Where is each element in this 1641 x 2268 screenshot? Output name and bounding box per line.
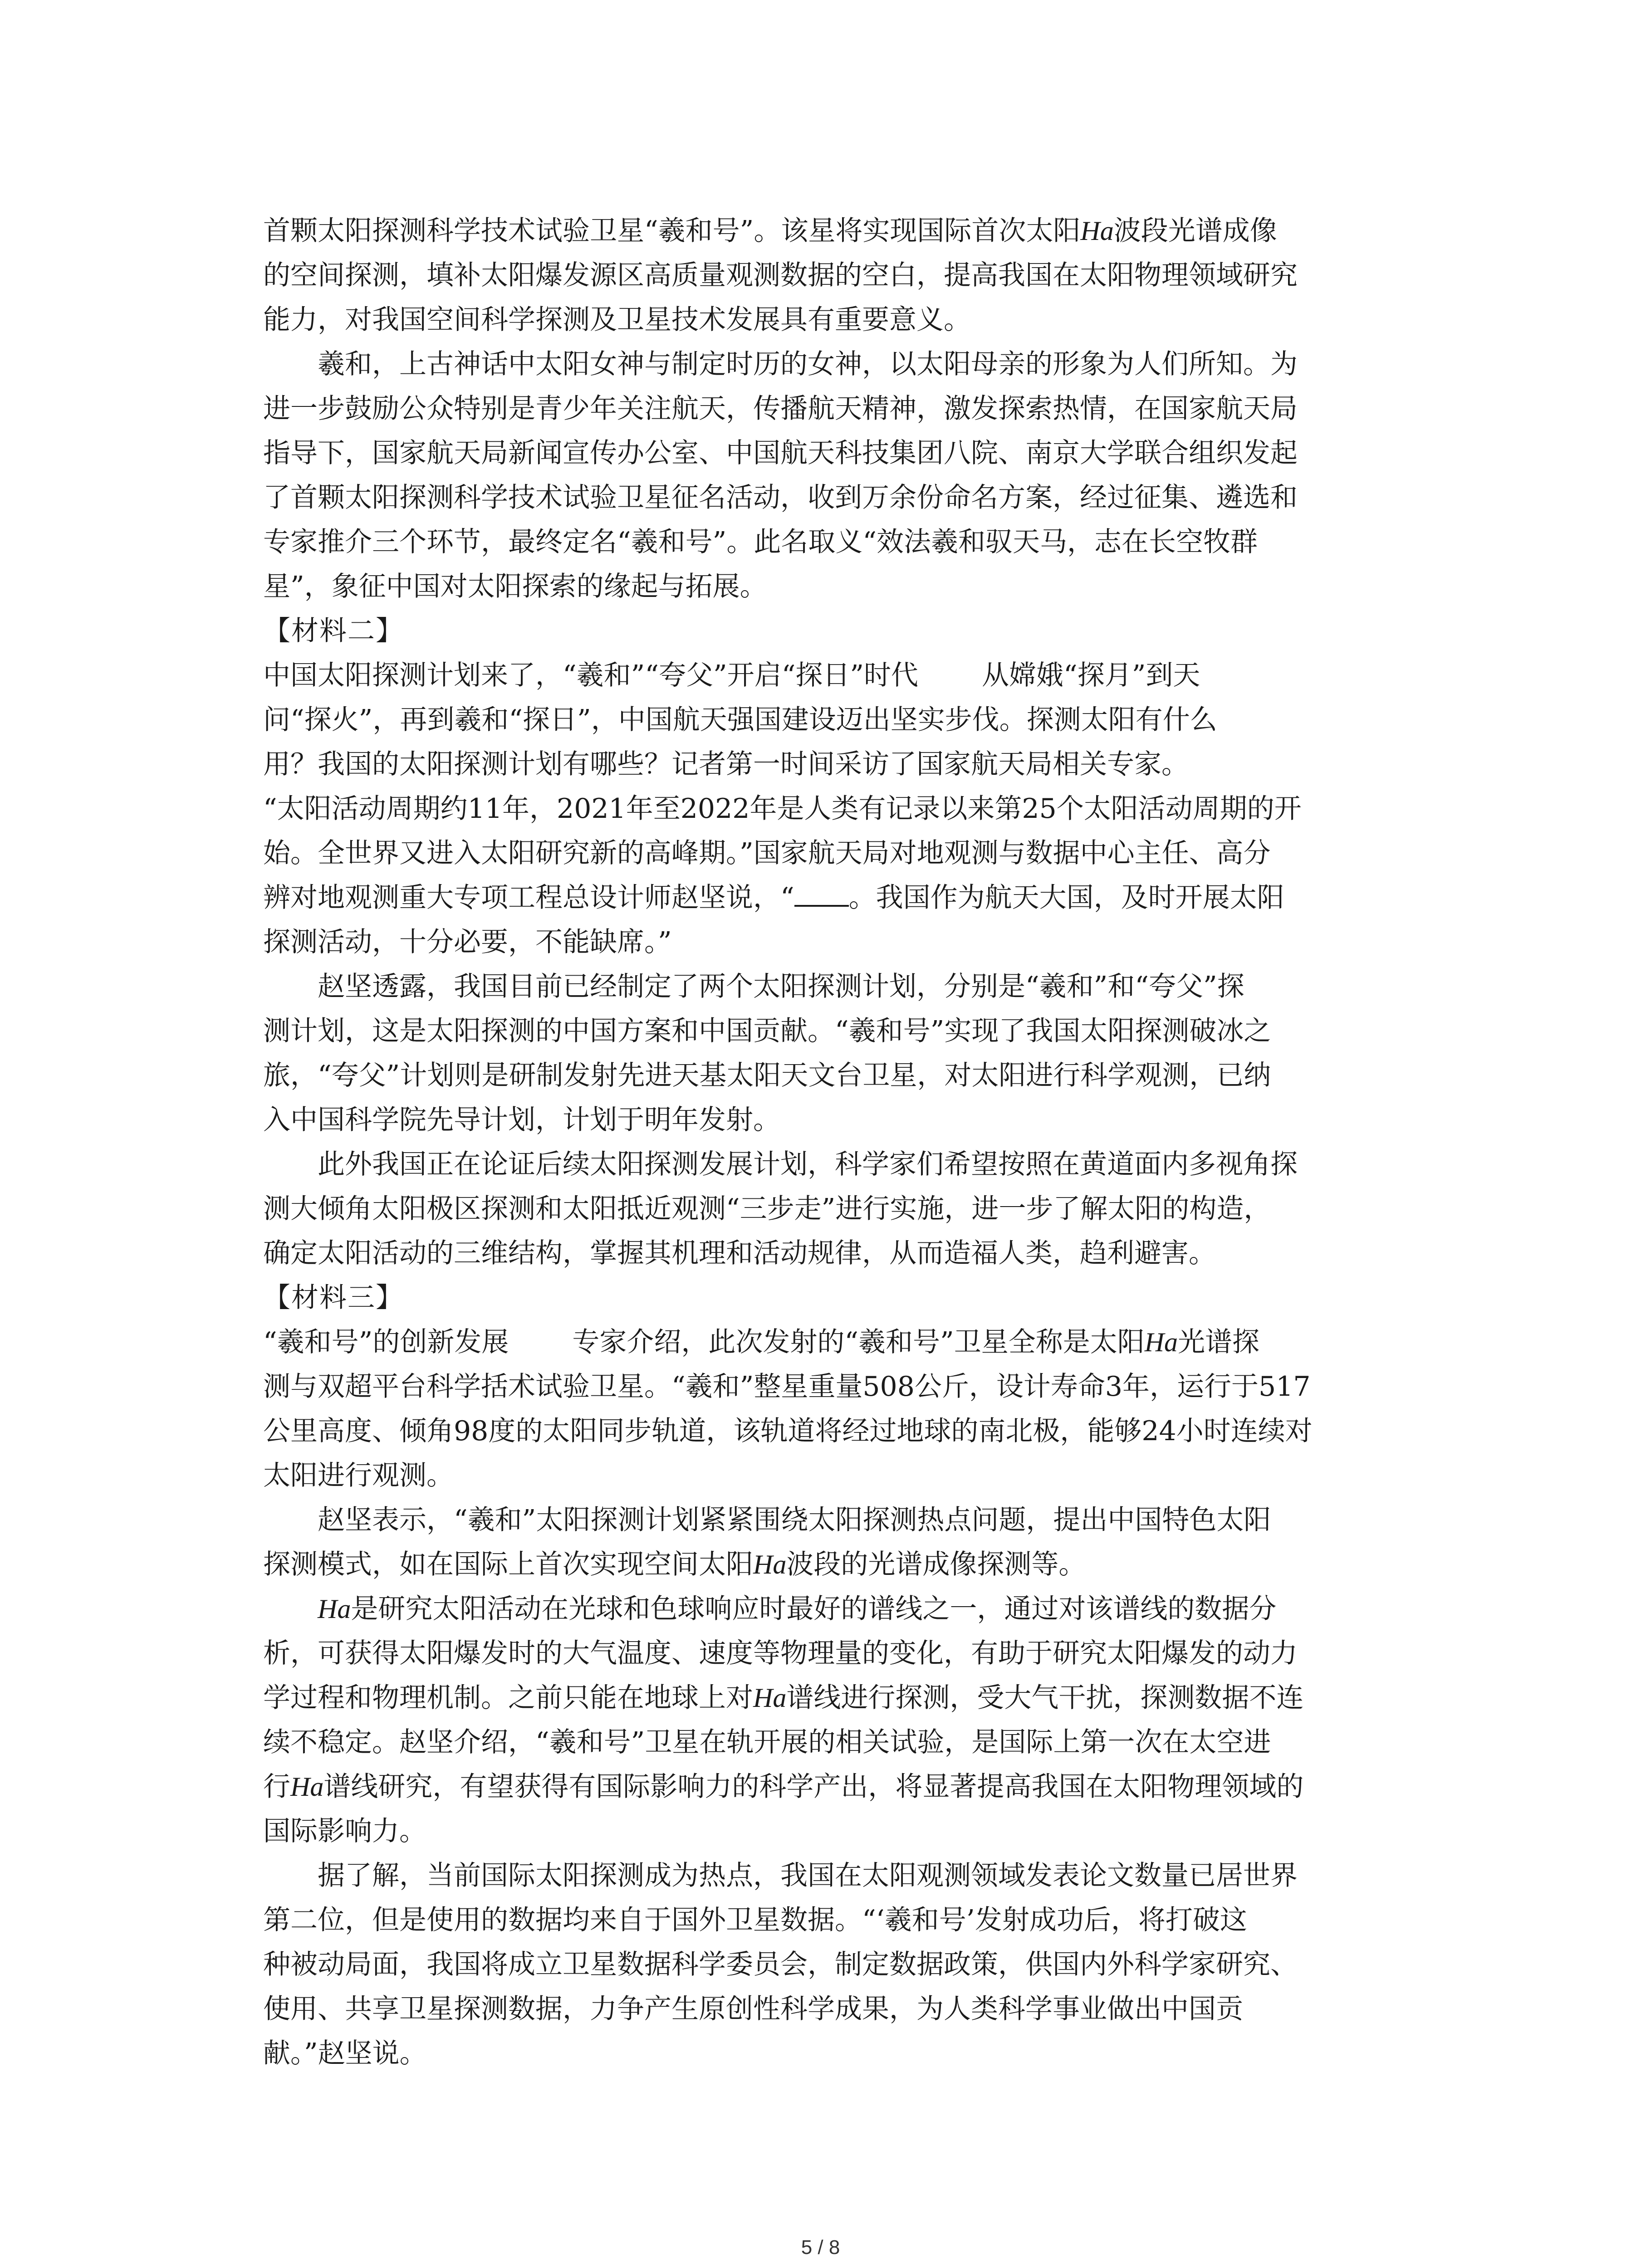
h-alpha-symbol: Ha	[1144, 1327, 1178, 1357]
paragraph-line: 析，可获得太阳爆发时的大气温度、速度等物理量的变化，有助于研究太阳爆发的动力	[263, 1637, 1298, 1669]
h-alpha-symbol: Ha	[753, 1683, 787, 1713]
paragraph-line: 问“探火”，再到羲和“探日”，中国航天强国建设迈出坚实步伐。探测太阳有什么	[263, 704, 1217, 736]
paragraph-line: 测大倾角太阳极区探测和太阳抵近观测“三步走”进行实施，进一步了解太阳的构造，	[263, 1193, 1271, 1225]
paragraph-line: 此外我国正在论证后续太阳探测发展计划，科学家们希望按照在黄道面内多视角探	[318, 1149, 1298, 1180]
paragraph-line: 赵坚透露，我国目前已经制定了两个太阳探测计划，分别是“羲和”和“夸父”探	[318, 971, 1244, 1002]
paragraph-line: 旅，“夸父”计划则是研制发射先进天基太阳天文台卫星，对太阳进行科学观测，已纳	[263, 1060, 1271, 1091]
paragraph-line: 辨对地观测重大专项工程总设计师赵坚说，“ 。我国作为航天大国，及时开展太阳	[263, 875, 1420, 920]
paragraph-line: 第二位，但是使用的数据均来自于国外卫星数据。“‘羲和号’发射成功后，将打破这	[263, 1904, 1247, 1936]
section-heading-material-3: 【材料三】	[263, 1282, 404, 1314]
paragraph-line: 测与双超平台科学括术试验卫星。“羲和”整星重量508公斤，设计寿命3年，运行于517	[263, 1371, 1311, 1403]
paragraph-line: 入中国科学院先导计划，计划于明年发射。	[263, 1104, 780, 1136]
page-number: 5 / 8	[801, 2236, 840, 2258]
document-page	[263, 209, 1420, 2076]
paragraph-line: 首颗太阳探测科学技术试验卫星“羲和号”。该星将实现国际首次太阳Ha波段光谱成像	[263, 215, 1277, 247]
paragraph-line: 续不稳定。赵坚介绍，“羲和号”卫星在轨开展的相关试验，是国际上第一次在太空进	[263, 1726, 1271, 1758]
paragraph-line: “羲和号”的创新发展 专家介绍，此次发射的“羲和号”卫星全称是太阳Ha光谱探	[263, 1326, 1260, 1358]
paragraph-line: 专家推介三个环节，最终定名“羲和号”。此名取义“效法羲和驭天马，志在长空牧群	[263, 526, 1258, 558]
paragraph-line: 赵坚表示，“羲和”太阳探测计划紧紧围绕太阳探测热点问题，提出中国特色太阳	[318, 1504, 1271, 1536]
paragraph-line: 使用、共享卫星探测数据，力争产生原创性科学成果，为人类科学事业做出中国贡	[263, 1993, 1243, 2025]
h-alpha-symbol: Ha	[318, 1594, 351, 1624]
paragraph-line: 种被动局面，我国将成立卫星数据科学委员会，制定数据政策，供国内外科学家研究、	[263, 1949, 1298, 1980]
paragraph-line: 确定太阳活动的三维结构，掌握其机理和活动规律，从而造福人类，趋利避害。	[263, 1237, 1216, 1269]
paragraph-line: 探测模式，如在国际上首次实现空间太阳Ha波段的光谱成像探测等。	[263, 1549, 1086, 1580]
paragraph-line: 行Ha谱线研究，有望获得有国际影响力的科学产出，将显著提高我国在太阳物理领域的	[263, 1771, 1304, 1803]
paragraph-line: 了首颗太阳探测科学技术试验卫星征名活动，收到万余份命名方案，经过征集、遴选和	[263, 482, 1298, 513]
paragraph-line: 中国太阳探测计划来了，“羲和”“夸父”开启“探日”时代 从嫦娥“探月”到天	[263, 660, 1200, 691]
paragraph-line: 测计划，这是太阳探测的中国方案和中国贡献。“羲和号”实现了我国太阳探测破冰之	[263, 1015, 1271, 1047]
paragraph-line: Ha是研究太阳活动在光球和色球响应时最好的谱线之一，通过对该谱线的数据分	[318, 1593, 1277, 1625]
paragraph-line: 星”，象征中国对太阳探索的缘起与拓展。	[263, 571, 767, 602]
paragraph-line: 太阳进行观测。	[263, 1460, 454, 1491]
h-alpha-symbol: Ha	[753, 1549, 787, 1579]
fill-in-blank	[794, 877, 849, 907]
paragraph-line: 的空间探测，填补太阳爆发源区高质量观测数据的空白，提高我国在太阳物理领域研究	[263, 259, 1298, 291]
paragraph-line: 进一步鼓励公众特别是青少年关注航天，传播航天精神，激发探索热情，在国家航天局	[263, 393, 1298, 425]
paragraph-line: 探测活动，十分必要，不能缺席。”	[263, 926, 672, 958]
paragraph-line: 学过程和物理机制。之前只能在地球上对Ha谱线进行探测，受大气干扰，探测数据不连	[263, 1682, 1304, 1714]
paragraph-line: “太阳活动周期约11年，2021年至2022年是人类有记录以来第25个太阳活动周期的开	[263, 793, 1302, 825]
paragraph-line: 羲和，上古神话中太阳女神与制定时历的女神，以太阳母亲的形象为人们所知。为	[318, 348, 1298, 380]
paragraph-line: 公里高度、倾角98度的太阳同步轨道，该轨道将经过地球的南北极，能够24小时连续对	[263, 1415, 1313, 1447]
paragraph-line: 能力，对我国空间科学探测及卫星技术发展具有重要意义。	[263, 304, 971, 336]
paragraph-line: 据了解，当前国际太阳探测成为热点，我国在太阳观测领域发表论文数量已居世界	[318, 1860, 1298, 1892]
h-alpha-symbol: Ha	[1080, 216, 1114, 246]
section-heading-material-2: 【材料二】	[263, 615, 404, 647]
paragraph-line: 指导下，国家航天局新闻宣传办公室、中国航天科技集团八院、南京大学联合组织发起	[263, 437, 1298, 469]
paragraph-line: 国际影响力。	[263, 1815, 426, 1847]
paragraph-line: 用？我国的太阳探测计划有哪些？记者第一时间采访了国家航天局相关专家。	[263, 748, 1189, 780]
paragraph-line: 始。全世界又进入太阳研究新的高峰期。”国家航天局对地观测与数据中心主任、高分	[263, 837, 1271, 869]
h-alpha-symbol: Ha	[290, 1772, 324, 1802]
paragraph-line: 献。”赵坚说。	[263, 2038, 427, 2069]
